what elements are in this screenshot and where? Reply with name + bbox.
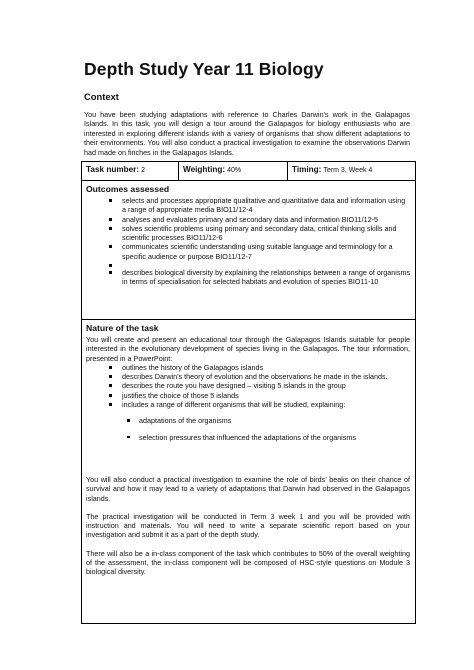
nature-heading: Nature of the task xyxy=(86,323,159,333)
section-spacer xyxy=(82,503,415,512)
nature-item: describes Darwin’s theory of evolution and the observations he made in the islands. xyxy=(122,372,411,381)
outcomes-heading: Outcomes assessed xyxy=(86,184,170,194)
outcome-item: describes biological diversity by explaining the relationships between a range of organisms in terms of specialisation for selected habitats and evolution of species BIO11-10 xyxy=(122,268,411,287)
outcomes-row xyxy=(82,181,416,320)
task-number-value: 2 xyxy=(141,167,145,174)
task-table xyxy=(81,161,416,624)
weighting-cell xyxy=(179,162,288,181)
timing-cell xyxy=(288,162,416,181)
outcomes-cell xyxy=(82,181,416,320)
practical-paragraph: You will also conduct a practical investigation to examine the role of birds’ beaks on their chance of survival and how it may lead to a variety of adaptations that Darwin had observed in the Galapagos islands. xyxy=(86,474,410,503)
nature-intro: You will create and present an educational tour through the Galapagos Islands suitable for people interested in the evolutionary development of species living in the Galapagos. The tour information, presented in a PowerPoint: xyxy=(86,335,410,363)
nature-subitem: selection pressures that influenced the adaptations of the organisms xyxy=(139,433,411,442)
outcomes-list xyxy=(82,196,415,287)
nature-cell xyxy=(82,320,416,624)
weighting-value: 40% xyxy=(227,167,242,174)
in-class-paragraph: There will also be a in-class component of the task which contributes to 50% of the overall weighting of the assessment, the in-class component will be composed of HSC-style questions on Module 3 biological diversity. xyxy=(86,548,410,577)
timing-label: Timing: xyxy=(292,165,322,174)
nature-item: outlines the history of the Galapagos islands xyxy=(122,363,411,372)
outcome-item: analyses and evaluates primary and secondary data and information BIO11/12-5 xyxy=(122,215,411,224)
nature-item: includes a range of different organisms that will be studied, explaining: xyxy=(122,400,411,409)
nature-list xyxy=(82,363,415,409)
task-meta-row xyxy=(82,162,416,181)
nature-item: justifies the choice of those 5 islands xyxy=(122,391,411,400)
nature-subitem: adaptations of the organisms xyxy=(139,416,411,425)
section-spacer xyxy=(82,449,415,475)
context-paragraph: You have been studying adaptations with reference to Charles Darwin’s work in the Galapagos Islands. In this task, you will design a tour around the Galapagos for biology enthusiasts who are interested in exploring different islands with a variety of organisms that show different adaptations to their environments. You will also conduct a practical investigation to examine the observations Darwin had made on finches in the Galapagos Islands. xyxy=(84,110,410,157)
nature-row xyxy=(82,320,416,624)
section-spacer xyxy=(82,540,415,549)
context-heading: Context xyxy=(84,91,119,102)
nature-item: describes the route you have designed – visiting 5 islands in the group xyxy=(122,381,411,390)
page-title: Depth Study Year 11 Biology xyxy=(84,59,324,79)
list-spacer xyxy=(122,261,411,268)
outcome-item: solves scientific problems using primary and secondary data, critical thinking skills and scientific processes BIO11/12-6 xyxy=(122,224,411,243)
outcome-item: selects and processes appropriate qualitative and quantitative data and information using a range of appropriate media BIO11/12-4 xyxy=(122,196,411,215)
nature-sublist xyxy=(82,416,415,442)
task-number-cell xyxy=(82,162,179,181)
task-number-label: Task number: xyxy=(86,165,140,174)
timing-value: Term 3, Week 4 xyxy=(323,167,373,174)
outcome-item: communicates scientific understanding using suitable language and terminology for a specific audience or purpose BIO11/12-7 xyxy=(122,242,411,261)
investigation-paragraph: The practical investigation will be conducted in Term 3 week 1 and you will be provided with instruction and materials. You will need to write a separate scientific report based on your investigation and submit it as a part of the depth study. xyxy=(86,511,410,540)
weighting-label: Weighting: xyxy=(183,165,226,174)
